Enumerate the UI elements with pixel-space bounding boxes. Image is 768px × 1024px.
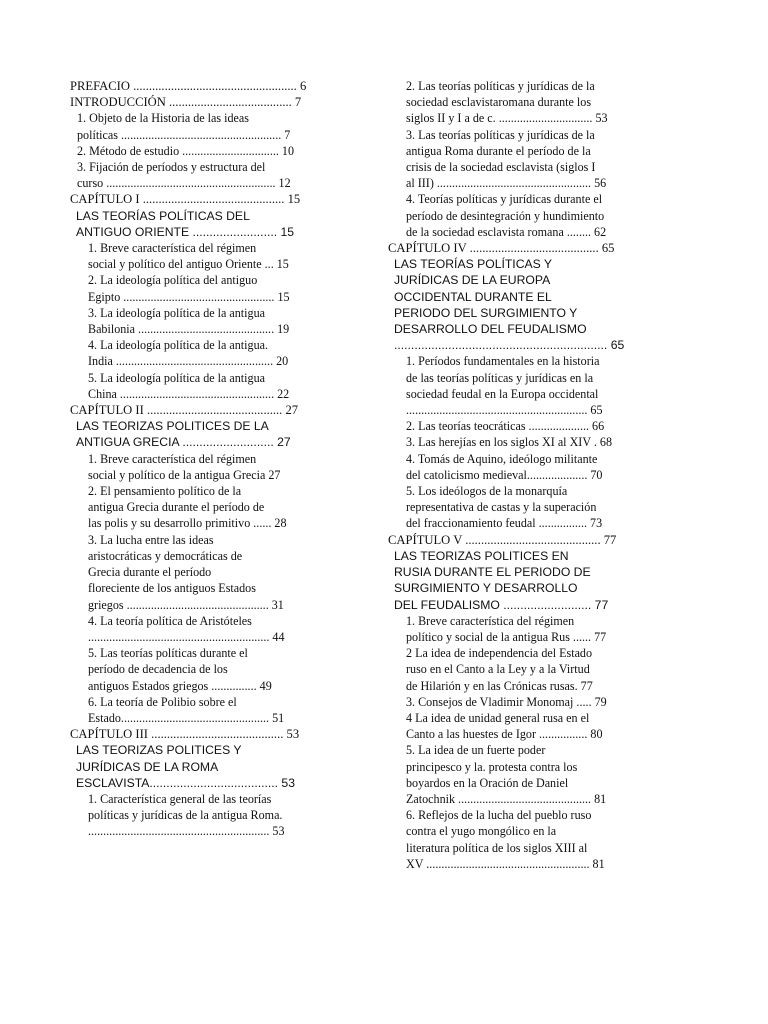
toc-entry: 1. Característica general de las teorías políticas y jurídicas de la antigua Roma. ............................................................ 53: [88, 791, 285, 839]
toc-entry: 2 La idea de independencia del Estado ruso en el Canto a la Ley y a la Virtud de Hilarión y en las Crónicas rusas. 77: [406, 646, 593, 693]
toc-entry: 2. Las teorías teocráticas .................... 66: [406, 419, 605, 434]
toc-entry: 1. Períodos fundamentales en la historia de las teorías políticas y jurídicas en la sociedad feudal en la Europa occidental ............................................................ 65: [406, 354, 603, 418]
toc-entry: CAPÍTULO III .......................................... 53: [70, 727, 300, 742]
toc-entry: 5. Los ideólogos de la monarquía representativa de castas y la superación del fraccionamiento feudal ................ 73: [406, 484, 603, 531]
toc-entry: 3. La lucha entre las ideas aristocráticas y democráticas de Grecia durante el período floreciente de los antiguos Estados griegos ............................................... 31: [88, 532, 284, 612]
toc-entry: LAS TEORIZAS POLITICES DE LA ANTIGUA GRECIA ........................... 27: [76, 419, 291, 450]
toc-entry: LAS TEORÍAS POLÍTICAS Y JURÍDICAS DE LA EUROPA OCCIDENTAL DURANTE EL PERIODO DEL SURGIMIENTO Y DESARROLLO DEL FEUDALISMO ............................................................... 65: [394, 257, 625, 353]
toc-entry: PREFACIO .................................................... 6: [70, 79, 307, 93]
toc-entry: INTRODUCCIÓN ....................................... 7: [70, 95, 302, 110]
toc-list-left: [70, 78, 325, 840]
toc-entry: 4. Tomás de Aquino, ideólogo militante del catolicismo medieval.................... 70: [406, 451, 603, 482]
toc-entry: 1. Objeto de la Historia de las ideas políticas ..................................................... 7: [77, 111, 291, 142]
toc-entry: 3. La ideología política de la antigua Babilonia ............................................. 19: [88, 305, 290, 337]
toc-column-right: [388, 78, 640, 872]
toc-entry: LAS TEORIZAS POLITICES Y JURÍDICAS DE LA ROMA ESCLAVISTA...................................... 53: [76, 743, 295, 790]
toc-entry: 4. Teorías políticas y jurídicas durante el período de desintegración y hundimiento de la sociedad esclavista romana ........ 62: [406, 192, 607, 239]
toc-entry: 1. Breve característica del régimen político y social de la antigua Rus ...... 77: [406, 613, 607, 644]
toc-entry: 2. Método de estudio ................................ 10: [77, 143, 295, 158]
toc-entry: 3. Consejos de Vladimir Monomaj ..... 79: [406, 694, 607, 709]
toc-entry: 3. Fijación de períodos y estructura del curso ........................................................ 12: [77, 160, 291, 191]
toc-entry: 6. Reflejos de la lucha del pueblo ruso contra el yugo mongólico en la literatura política de los siglos XIII al XV ...................................................... 81: [406, 808, 605, 871]
toc-entry: 4. La ideología política de la antigua. India .................................................... 20: [88, 338, 289, 369]
toc-entry: 1. Breve característica del régimen social y político de la antigua Grecia 27: [88, 451, 281, 482]
toc-entry: 5. La idea de un fuerte poder principesco y la. protesta contra los boyardos en la Oración de Daniel Zatochnik ............................................ 81: [406, 743, 607, 806]
toc-entry: CAPÍTULO V ........................................... 77: [388, 532, 617, 547]
toc-entry: CAPÍTULO II ........................................... 27: [70, 403, 299, 418]
toc-entry: 5. La ideología política de la antigua China ................................................... 22: [88, 370, 290, 401]
toc-entry: 4. La teoría política de Aristóteles ............................................................ 44: [88, 613, 285, 644]
toc-entry: 2. Las teorías políticas y jurídicas de la sociedad esclavistaromana durante los siglos II y I a de c. ............................... 53: [406, 79, 608, 126]
toc-entry: 3. Las herejías en los siglos XI al XIV . 68: [406, 435, 613, 450]
toc-entry: 2. El pensamiento político de la antigua Grecia durante el período de las polis y su desarrollo primitivo ...... 28: [88, 484, 287, 531]
toc-entry: 3. Las teorías políticas y jurídicas de la antigua Roma durante el período de la crisis de la sociedad esclavista (siglos I al III) ................................................... 56: [406, 127, 607, 191]
toc-entry: 1. Breve característica del régimen social y político del antiguo Oriente ... 15: [88, 241, 289, 272]
toc-entry: 4 La idea de unidad general rusa en el Canto a las huestes de Igor ................ 80: [406, 710, 603, 742]
toc-entry: CAPÍTULO I ............................................. 15: [70, 192, 301, 207]
toc-entry: 6. La teoría de Polibio sobre el Estado................................................. 51: [88, 694, 285, 725]
toc-entry: 5. Las teorías políticas durante el período de decadencia de los antiguos Estados griegos ............... 49: [88, 646, 272, 693]
toc-entry: LAS TEORIZAS POLITICES EN RUSIA DURANTE EL PERIODO DE SURGIMIENTO Y DESARROLLO DEL FEUDALISMO .......................... 77: [394, 548, 609, 612]
toc-list-right: [388, 78, 640, 872]
toc-column-left: [70, 78, 325, 840]
toc-entry: CAPÍTULO IV ......................................... 65: [388, 241, 615, 256]
toc-entry: LAS TEORÍAS POLÍTICAS DEL ANTIGUO ORIENTE ......................... 15: [76, 208, 295, 239]
toc-entry: 2. La ideología política del antiguo Egipto .................................................. 15: [88, 273, 290, 304]
